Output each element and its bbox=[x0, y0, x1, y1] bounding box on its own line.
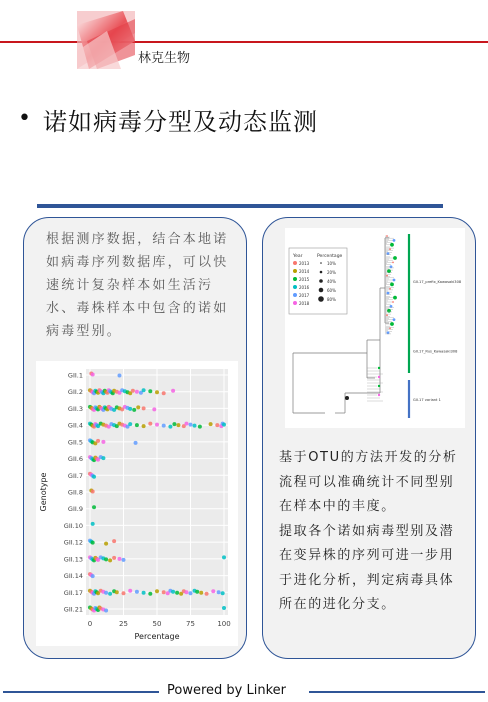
footer-line-right bbox=[309, 691, 485, 693]
title-bullet: • bbox=[18, 106, 31, 131]
data-point bbox=[142, 388, 146, 392]
y-axis-label: Genotype bbox=[39, 472, 48, 512]
legend-year-label: 2017 bbox=[299, 293, 310, 298]
data-point bbox=[128, 422, 132, 426]
data-point bbox=[155, 390, 159, 394]
data-point bbox=[142, 424, 146, 428]
data-point bbox=[176, 423, 180, 427]
legend-year-swatch bbox=[293, 261, 297, 265]
legend-percentage-swatch bbox=[320, 262, 322, 264]
legend-year-swatch bbox=[293, 285, 297, 289]
tree-tip-marker bbox=[386, 275, 388, 277]
data-point bbox=[104, 609, 108, 613]
data-point bbox=[108, 592, 112, 596]
data-point bbox=[148, 592, 152, 596]
x-tick-label: 75 bbox=[186, 620, 195, 628]
left-panel-text: 根据测序数据，结合本地诺如病毒序列数据库，可以快速统计复杂样本如生活污水、毒株样本中包含的诺如病毒型别。 bbox=[46, 232, 229, 339]
brand-name: 林克生物 bbox=[138, 51, 191, 66]
data-point bbox=[148, 422, 152, 426]
y-tick-label: GII.5 bbox=[67, 438, 83, 447]
legend-year-label: 2018 bbox=[299, 301, 310, 306]
tree-tip-marker bbox=[393, 279, 396, 282]
y-tick-label: GII.7 bbox=[67, 471, 83, 480]
footer-line-left bbox=[3, 691, 159, 693]
data-point bbox=[122, 591, 126, 595]
data-point bbox=[92, 475, 96, 479]
data-point bbox=[131, 389, 135, 393]
data-point bbox=[162, 590, 166, 594]
data-point bbox=[117, 374, 121, 378]
tree-tip-marker bbox=[390, 322, 394, 326]
data-point bbox=[184, 422, 188, 426]
legend-percentage-label: 20% bbox=[327, 270, 336, 275]
tree-tip-marker bbox=[378, 376, 380, 378]
genotype-scatter-chart bbox=[36, 361, 238, 646]
legend-percentage-swatch bbox=[320, 271, 323, 274]
legend-year-swatch bbox=[293, 293, 297, 297]
data-point bbox=[195, 590, 199, 594]
y-tick-label: GII.4 bbox=[67, 421, 83, 430]
y-tick-label: GII.1 bbox=[67, 371, 83, 380]
legend-year-label: 2015 bbox=[299, 277, 310, 282]
right-paragraph-1: 基于OTU的方法开发的分析流程可以准确统计不同型别在样本中的丰度。 bbox=[279, 450, 458, 514]
data-point bbox=[91, 574, 95, 578]
data-point bbox=[209, 422, 213, 426]
data-point bbox=[155, 423, 159, 427]
tree-tip-marker bbox=[390, 243, 394, 247]
phylogenetic-tree-figure bbox=[285, 228, 465, 428]
x-axis-label: Percentage bbox=[134, 632, 180, 641]
data-point bbox=[199, 591, 203, 595]
legend-year-label: 2016 bbox=[299, 285, 310, 290]
data-point bbox=[135, 390, 139, 394]
tree-tip-marker bbox=[393, 296, 397, 300]
data-point bbox=[152, 407, 156, 411]
x-tick-label: 0 bbox=[87, 620, 93, 628]
x-tick-label: 50 bbox=[152, 620, 162, 628]
tree-tip-marker bbox=[392, 301, 394, 303]
data-point bbox=[215, 423, 219, 427]
legend-percentage-label: 40% bbox=[327, 279, 336, 284]
tree-node-marker bbox=[345, 396, 349, 400]
data-point bbox=[117, 557, 121, 561]
legend-percentage-label: 60% bbox=[327, 288, 336, 293]
data-point bbox=[132, 408, 136, 412]
data-point bbox=[155, 589, 159, 593]
data-point bbox=[112, 556, 116, 560]
legend-percentage-label: 10% bbox=[327, 261, 336, 266]
data-point bbox=[142, 591, 146, 595]
y-tick-label: GII.8 bbox=[67, 488, 83, 497]
legend-year-swatch bbox=[293, 277, 297, 281]
data-point bbox=[101, 440, 105, 444]
data-point bbox=[171, 590, 175, 594]
legend-year-label: 2013 bbox=[299, 261, 310, 266]
tree-tip-marker bbox=[389, 288, 391, 290]
data-point bbox=[148, 389, 152, 393]
data-point bbox=[168, 425, 172, 429]
x-tick-label: 100 bbox=[217, 620, 231, 628]
data-point bbox=[136, 405, 140, 409]
data-point bbox=[104, 591, 108, 595]
data-point bbox=[92, 505, 96, 509]
data-point bbox=[189, 591, 193, 595]
legend-year-label: 2014 bbox=[299, 269, 310, 274]
data-point bbox=[135, 590, 139, 594]
y-tick-label: GII.13 bbox=[63, 555, 83, 564]
data-point bbox=[171, 389, 175, 393]
legend-year-title: Year bbox=[293, 254, 303, 259]
data-point bbox=[122, 558, 126, 562]
tree-tip-marker bbox=[378, 385, 380, 387]
data-point bbox=[162, 391, 166, 395]
tree-tip-marker bbox=[389, 328, 391, 330]
x-tick-label: 25 bbox=[119, 620, 128, 628]
header-rule bbox=[0, 41, 488, 43]
y-tick-label: GII.9 bbox=[67, 505, 83, 514]
data-point bbox=[108, 558, 112, 562]
legend-year-swatch bbox=[293, 301, 297, 305]
data-point bbox=[189, 423, 193, 427]
data-point bbox=[221, 591, 225, 595]
tree-tip-marker bbox=[387, 309, 391, 313]
data-point bbox=[91, 373, 95, 377]
tree-tip-marker bbox=[387, 269, 391, 273]
tree-tip-marker bbox=[378, 367, 380, 369]
data-point bbox=[211, 589, 215, 593]
data-point bbox=[193, 424, 197, 428]
data-point bbox=[134, 441, 138, 445]
footer-text: Powered by Linker bbox=[167, 683, 286, 698]
tree-tip-marker bbox=[389, 248, 391, 250]
data-point bbox=[91, 522, 95, 526]
data-point bbox=[205, 592, 209, 596]
legend-percentage-title: Percentage bbox=[317, 254, 343, 259]
data-point bbox=[142, 406, 146, 410]
right-paragraph-2: 提取各个诺如病毒型别及潜在变异株的序列可进一步用于进化分析，判定病毒具体所在的进化分支。 bbox=[279, 523, 455, 612]
tree-tip-marker bbox=[378, 394, 380, 396]
tree-tip-marker bbox=[393, 256, 397, 260]
data-point bbox=[175, 591, 179, 595]
logo-icon bbox=[77, 11, 135, 69]
data-point bbox=[222, 423, 226, 427]
page-title: 诺如病毒分型及动态监测 bbox=[43, 108, 318, 136]
data-point bbox=[217, 590, 221, 594]
data-point bbox=[184, 590, 188, 594]
data-point bbox=[91, 490, 95, 494]
title-underline bbox=[37, 204, 443, 208]
data-point bbox=[101, 456, 105, 460]
y-tick-label: GII.3 bbox=[67, 404, 83, 413]
right-panel-text bbox=[279, 446, 465, 618]
y-tick-label: GII.10 bbox=[63, 521, 83, 530]
data-point bbox=[96, 439, 100, 443]
data-point bbox=[172, 422, 176, 426]
tree-tip-marker bbox=[393, 318, 396, 321]
legend-percentage-swatch bbox=[319, 279, 323, 283]
clade-label: GII.17_Rus_Kawasaki308 bbox=[413, 349, 458, 354]
data-point bbox=[128, 589, 132, 593]
data-point bbox=[135, 423, 139, 427]
clade-label: GII.17_prefix_Kawasaki308 bbox=[413, 280, 462, 284]
data-point bbox=[115, 590, 119, 594]
y-tick-label: GII.12 bbox=[63, 538, 83, 547]
y-tick-label: GII.21 bbox=[63, 605, 83, 614]
tree-tip-marker bbox=[393, 239, 396, 242]
data-point bbox=[198, 425, 202, 429]
legend-year-swatch bbox=[293, 269, 297, 273]
legend-percentage-swatch bbox=[319, 288, 324, 293]
data-point bbox=[128, 407, 132, 411]
legend-percentage-label: 80% bbox=[327, 297, 336, 302]
data-point bbox=[104, 557, 108, 561]
data-point bbox=[162, 424, 166, 428]
tree-tip-marker bbox=[392, 262, 394, 264]
data-point bbox=[222, 606, 226, 610]
data-point bbox=[104, 542, 108, 546]
data-point bbox=[112, 539, 116, 543]
clade-label: GII.17 variant 1 bbox=[413, 398, 441, 402]
tree-tip-marker bbox=[386, 314, 388, 316]
data-point bbox=[222, 555, 226, 559]
y-tick-label: GII.17 bbox=[63, 588, 83, 597]
tree-tip-marker bbox=[386, 235, 388, 237]
data-point bbox=[91, 541, 95, 545]
legend-percentage-swatch bbox=[318, 296, 324, 302]
y-tick-label: GII.14 bbox=[63, 572, 83, 581]
y-tick-label: GII.2 bbox=[67, 388, 83, 397]
tree-tip-marker bbox=[390, 283, 394, 287]
y-tick-label: GII.6 bbox=[67, 455, 83, 464]
